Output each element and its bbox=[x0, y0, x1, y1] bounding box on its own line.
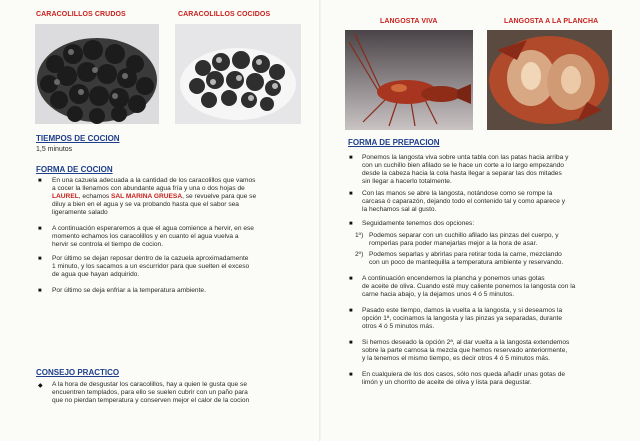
photo-caracolillos-cocidos bbox=[175, 24, 301, 124]
forma-item-1 bbox=[52, 177, 312, 217]
text-line: ligeramente salado bbox=[52, 208, 108, 216]
text-line: En una cazuela adecuada a la cantidad de los caracolillos que vamos bbox=[52, 177, 256, 184]
text-line: Ponemos la langosta viva sobre unta tabla con las patas hacia arriba y bbox=[362, 154, 569, 161]
text-line: sin llegar a hacerlo totalmente. bbox=[362, 177, 452, 185]
text-line: otros 4 ó 5 minutos más. bbox=[362, 322, 435, 330]
consejo-text bbox=[52, 381, 314, 405]
heading-forma-de-preparacion: FORMA DE PREPACION bbox=[348, 138, 440, 147]
text-line: que no pierdan temperatura y conserven mejor el calor de la cocion bbox=[52, 396, 250, 404]
bullet-marker: ■ bbox=[349, 221, 353, 227]
text-line: En cualquiera de los dos casos, sólo nos queda añadir unas gotas de bbox=[362, 371, 566, 378]
text-line: Pasado este tiempo, damos la vuelta a la langosta, y si deseamos la bbox=[362, 307, 563, 314]
text-line: de agua que hayan adquirido. bbox=[52, 270, 140, 278]
text-line: a cocer la llenamos con abundante agua fría y una o dos hojas de bbox=[52, 184, 245, 192]
page-fold bbox=[319, 0, 321, 441]
heading-forma-de-cocion: FORMA DE COCION bbox=[36, 165, 113, 174]
bullet-marker: ■ bbox=[349, 308, 353, 314]
text-line: de aceite de oliva. Cuando esté muy caliente ponemos la langosta con la bbox=[362, 282, 576, 290]
text-line: sobre la parte carnosa la mezcla que hemos reservado anteriormente, bbox=[362, 346, 568, 354]
text-line: 1 minuto, y los sacamos a un escurridor para que suelten el exceso bbox=[52, 262, 250, 270]
diamond-bullet-icon: ◆ bbox=[38, 383, 43, 389]
bullet-marker: ■ bbox=[38, 226, 42, 232]
option-1-number: 1º) bbox=[355, 232, 364, 239]
bullet-marker: ■ bbox=[38, 256, 42, 262]
text-line: desde la cabeza hacia la cola hasta llegar a separar las dos mitades bbox=[362, 169, 562, 177]
prep-item-2 bbox=[362, 190, 624, 214]
prep-item-6 bbox=[362, 339, 624, 363]
forma-item-3 bbox=[52, 255, 312, 279]
text-line: carne hacia abajo, y la dejamos unos 4 ó 5 minutos. bbox=[362, 290, 515, 298]
caption-caracolillos-crudos: CARACOLILLOS CRUDOS bbox=[36, 11, 126, 18]
option-2-text bbox=[369, 251, 624, 267]
text-line: Por último se deja enfriar a la temperatura ambiente. bbox=[52, 287, 206, 294]
caption-langosta-viva: LANGOSTA VIVA bbox=[380, 18, 438, 25]
text-line: con un cuchillo bien afilado se le hace un corte a lo largo empezando bbox=[362, 161, 564, 169]
text-line: Con las manos se abre la langosta, notándose como se rompe la bbox=[362, 190, 553, 197]
prep-item-3 bbox=[362, 220, 624, 228]
caption-langosta-plancha: LANGOSTA A LA PLANCHA bbox=[504, 18, 599, 25]
text-line: Seguidamente tenemos dos opciones: bbox=[362, 220, 475, 227]
bullet-marker: ■ bbox=[38, 178, 42, 184]
heading-tiempos-de-cocion: TIEMPOS DE COCION bbox=[36, 134, 120, 143]
text-line: la hechamos sal al gusto. bbox=[362, 205, 437, 213]
photo-langosta-plancha bbox=[487, 30, 612, 130]
bullet-marker: ■ bbox=[349, 276, 353, 282]
text-line: Por último se dejan reposar dentro de la cazuela aproximadamente bbox=[52, 255, 249, 262]
prep-item-7 bbox=[362, 371, 624, 387]
bullet-marker: ■ bbox=[349, 155, 353, 161]
forma-item-4 bbox=[52, 287, 312, 295]
text-line: romperlas para poder manejarlas mejor a la hora de asar. bbox=[369, 239, 538, 247]
tiempo-value: 1,5 minutos bbox=[36, 146, 73, 153]
bullet-marker: ■ bbox=[349, 372, 353, 378]
text-line: encuentren templados, para ello se suelen cubrir con un paño para bbox=[52, 388, 248, 396]
text-line: carcasa ó caparazón, dejando todo el contenido tal y como aparece y bbox=[362, 197, 566, 205]
text-line: con un poco de mantequilla a temperatura ambiente y reservando. bbox=[369, 258, 564, 266]
text-line: limón y un chorrito de aceite de oliva y lista para degustar. bbox=[362, 378, 532, 386]
bullet-marker: ■ bbox=[38, 288, 42, 294]
prep-item-1 bbox=[362, 154, 624, 186]
text-line: opción 1ª, cocinamos la langosta y las pinzas ya separadas, durante bbox=[362, 314, 563, 322]
sal-highlight: SAL MARINA GRUESA bbox=[111, 192, 183, 200]
photo-caracolillos-crudos bbox=[35, 24, 159, 124]
photo-langosta-viva bbox=[345, 30, 473, 130]
prep-item-4 bbox=[362, 275, 624, 299]
heading-consejo-practico: CONSEJO PRACTICO bbox=[36, 368, 120, 377]
caption-caracolillos-cocidos: CARACOLILLOS COCIDOS bbox=[178, 11, 271, 18]
text-fragment: , se revuelve para que se bbox=[182, 192, 257, 200]
text-line: Si hemos deseado la opción 2ª, al dar vuelta a la langosta extendemos bbox=[362, 339, 570, 346]
text-line: A la hora de desgustar los caracolillos, hay a quien le gusta que se bbox=[52, 381, 248, 388]
text-line: diluy a bien en el agua y se va probando hasta que el sabor sea bbox=[52, 200, 239, 208]
option-1-text bbox=[369, 232, 624, 248]
text-line: Podemos separar con un cuchillo afilado las pinzas del cuerpo, y bbox=[369, 232, 559, 239]
prep-item-5 bbox=[362, 307, 624, 331]
bullet-marker: ■ bbox=[349, 340, 353, 346]
text-line: momento echamos los caracolillos y en cuanto el agua vuelva a bbox=[52, 232, 239, 240]
bullet-marker: ■ bbox=[349, 191, 353, 197]
text-line: A continuación esperaremos a que el agua comience a hervir, en ese bbox=[52, 225, 254, 232]
text-fragment: , echamos bbox=[78, 192, 112, 200]
option-2-number: 2º) bbox=[355, 251, 364, 258]
text-line: hervir se controla el tiempo de cocion. bbox=[52, 240, 164, 248]
laurel-highlight: LAUREL bbox=[52, 192, 79, 200]
text-line: Podemos separlas y abrirlas para retirar toda la carne, mezclando bbox=[369, 251, 562, 258]
text-line-highlighted bbox=[52, 193, 312, 201]
forma-item-2 bbox=[52, 225, 312, 249]
text-line: y la tenemos el mismo tiempo, es decir otros 4 ó 5 minutos más. bbox=[362, 354, 550, 362]
text-line: A continuación encendemos la plancha y ponemos unas gotas bbox=[362, 275, 545, 282]
